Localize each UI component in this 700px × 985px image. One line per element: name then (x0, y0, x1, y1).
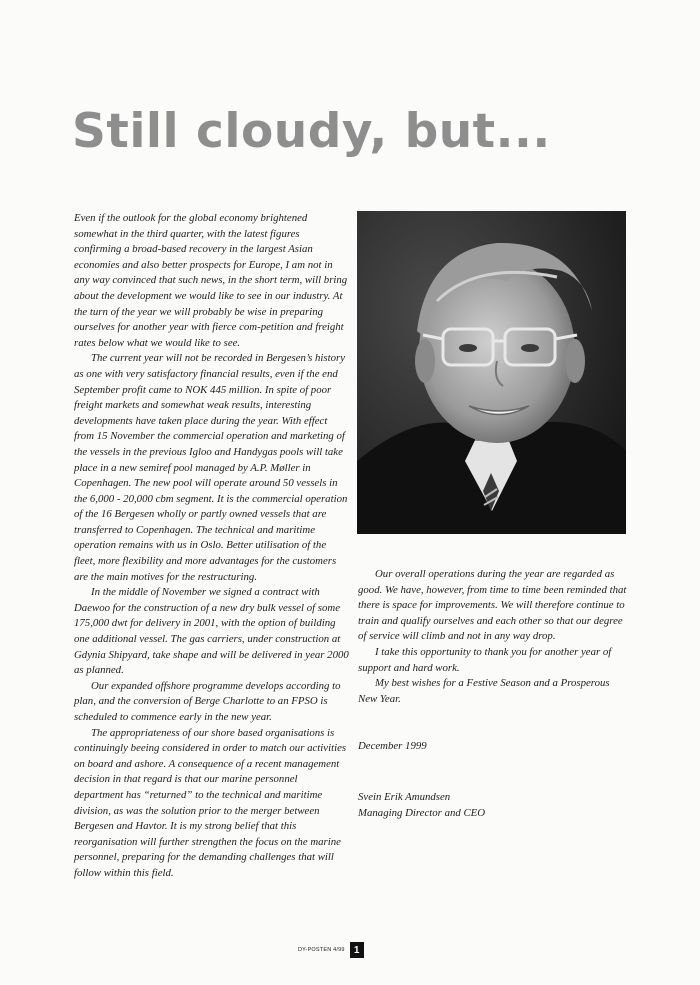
page-footer (298, 942, 364, 958)
letter-date: December 1999 (358, 740, 427, 753)
signature-role: Managing Director and CEO (358, 806, 486, 819)
page-title: Still cloudy, but... (72, 104, 551, 159)
right-column (358, 567, 630, 821)
paragraph: Our expanded offshore programme develops according to plan, and the conversion of Berge Charlotte to an FPSO is scheduled to commence early in the new year. (74, 679, 341, 723)
paragraph: In the middle of November we signed a contract with Daewoo for the construction of a new dry bulk vessel of some 175,000 dwt for delivery in 2001, with the option of building one additional vessel. The gas carriers, under construction at Gdynia Shipyard, take shape and will be delivered in year 2000 as planned. (74, 586, 349, 677)
paragraph: The appropriateness of our shore based organisations is continuingly beeing considered in order to match our activities on board and ashore. A consequence of a recent management decision in that regard is that our marine personnel department has “returned” to the technical and maritime division, as was the solution prior to the merger between Bergesen and Havtor. It is my strong belief that this reorganisation will further strengthen the focus on the marine personnel, preparing for the demanding challenges that will follow within this field. (74, 726, 347, 879)
left-column (74, 211, 349, 882)
paragraph: Our overall operations during the year are regarded as good. We have, however, from time to time been reminded that there is space for improvements. We will therefore continue to train and qualify ourselves and each other so that our degree of service will climb and not in any way drop. (358, 568, 627, 643)
portrait-illustration (357, 211, 626, 534)
page-number: 1 (350, 942, 364, 958)
portrait-photo (357, 211, 626, 534)
paragraph: Even if the outlook for the global economy brightened somewhat in the third quarter, with the latest figures confirming a broad-based recovery in the largest Asian economies and also better prospects for Europe, I am not in any way convinced that such news, in the short term, will bring about the development we would like to see in our industry. At the turn of the year we will probably be wise in preparing ourselves for another year with fierce com-petition and freight rates below what we would like to see. (74, 212, 348, 349)
paragraph: My best wishes for a Festive Season and a Prosperous New Year. (358, 677, 610, 705)
signature-name: Svein Erik Amundsen (358, 790, 451, 803)
paragraph: I take this opportunity to thank you for another year of support and hard work. (358, 645, 612, 674)
paragraph: The current year will not be recorded in Bergesen’s history as one with very satisfactory financial results, even if the end September profit came to NOK 445 million. In spite of poor freight markets and somewhat weak results, interesting developments have taken place during the year. With effect from 15 November the commercial operation and marketing of the vessels in the previous Igloo and Handygas pools will take place in a new semiref pool managed by A.P. Møller in Copenhagen. The new pool will operate around 50 vessels in the 6,000 - 20,000 cbm segment. It is the commercial operation of the 16 Bergesen wholly or partly owned vessels that are transferred to Copenhagen. The technical and maritime operation remains with us in Oslo. Better utilisation of the fleet, more flexibility and more advantages for the customers are the main motives for the restructuring. (74, 352, 348, 583)
publication-label: DY-POSTEN 4/99 (298, 947, 345, 953)
